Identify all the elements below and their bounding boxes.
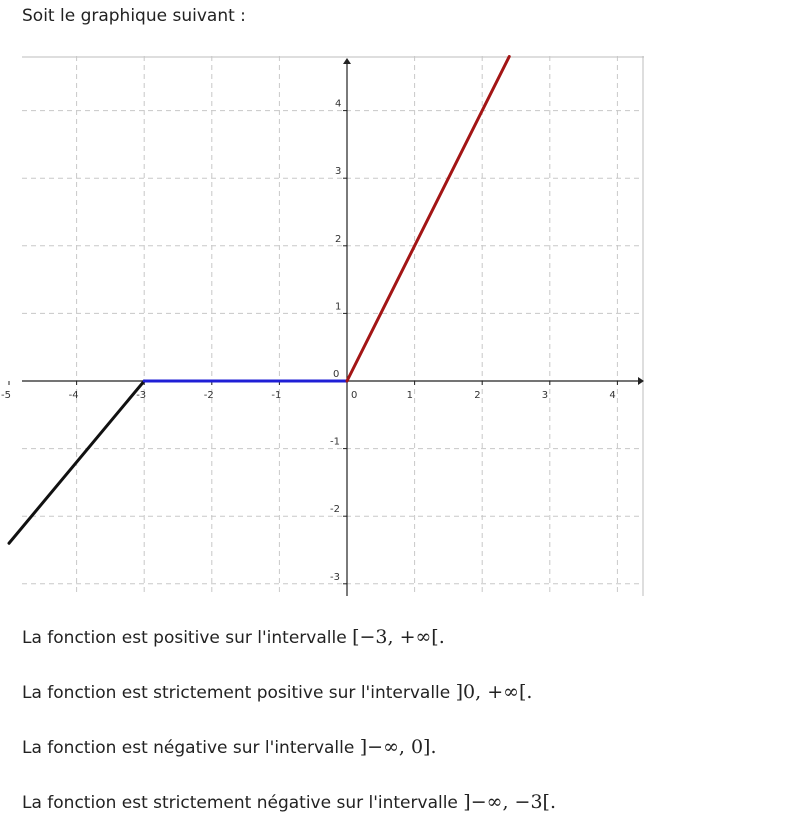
x-tick-labels xyxy=(1,381,617,401)
y-tick-label: 2 xyxy=(335,233,342,245)
y-tick-label: -3 xyxy=(330,571,340,583)
statement-interval: ]−∞, 0]. xyxy=(359,736,437,758)
x-tick-label: -4 xyxy=(68,390,79,401)
statement-strictly-negative xyxy=(22,791,556,813)
x-tick-label: 1 xyxy=(406,390,413,401)
x-tick-label: -3 xyxy=(136,390,147,401)
y-tick-label: 3 xyxy=(335,166,342,178)
origin-label: 0 xyxy=(333,369,340,380)
x-tick-label: -1 xyxy=(271,390,282,401)
y-tick-label: 4 xyxy=(335,98,342,110)
statement-interval: [−3, +∞[. xyxy=(352,626,445,648)
y-tick-label: -2 xyxy=(330,504,340,516)
function-curve xyxy=(9,57,509,544)
x-tick-label: 2 xyxy=(474,390,481,401)
statement-positive xyxy=(22,626,445,648)
statement-negative xyxy=(22,736,437,758)
x-tick-label: -5 xyxy=(1,390,11,401)
statement-text: La fonction est négative sur l'intervalle xyxy=(22,738,360,758)
statement-interval: ]−∞, −3[. xyxy=(463,791,556,813)
x-tick-label: -2 xyxy=(203,390,214,401)
x-tick-label: 4 xyxy=(609,390,616,401)
y-axis-arrow xyxy=(343,58,351,64)
statement-interval: ]0, +∞[. xyxy=(455,681,533,703)
curve-segment-red xyxy=(347,57,509,381)
statement-text: La fonction est strictement négative sur l'intervalle xyxy=(22,793,464,813)
function-graph xyxy=(1,56,644,596)
y-tick-label: -1 xyxy=(330,436,340,448)
y-tick-label: 1 xyxy=(335,301,342,313)
statement-text: La fonction est positive sur l'intervalle xyxy=(22,628,353,648)
y-tick-labels xyxy=(330,99,347,584)
statement-text: La fonction est strictement positive sur l'intervalle xyxy=(22,683,456,703)
statement-strictly-positive xyxy=(22,681,532,703)
intro-text: Soit le graphique suivant : xyxy=(22,6,246,26)
x-tick-label: 0 xyxy=(351,390,358,401)
x-tick-label: 3 xyxy=(541,390,549,401)
